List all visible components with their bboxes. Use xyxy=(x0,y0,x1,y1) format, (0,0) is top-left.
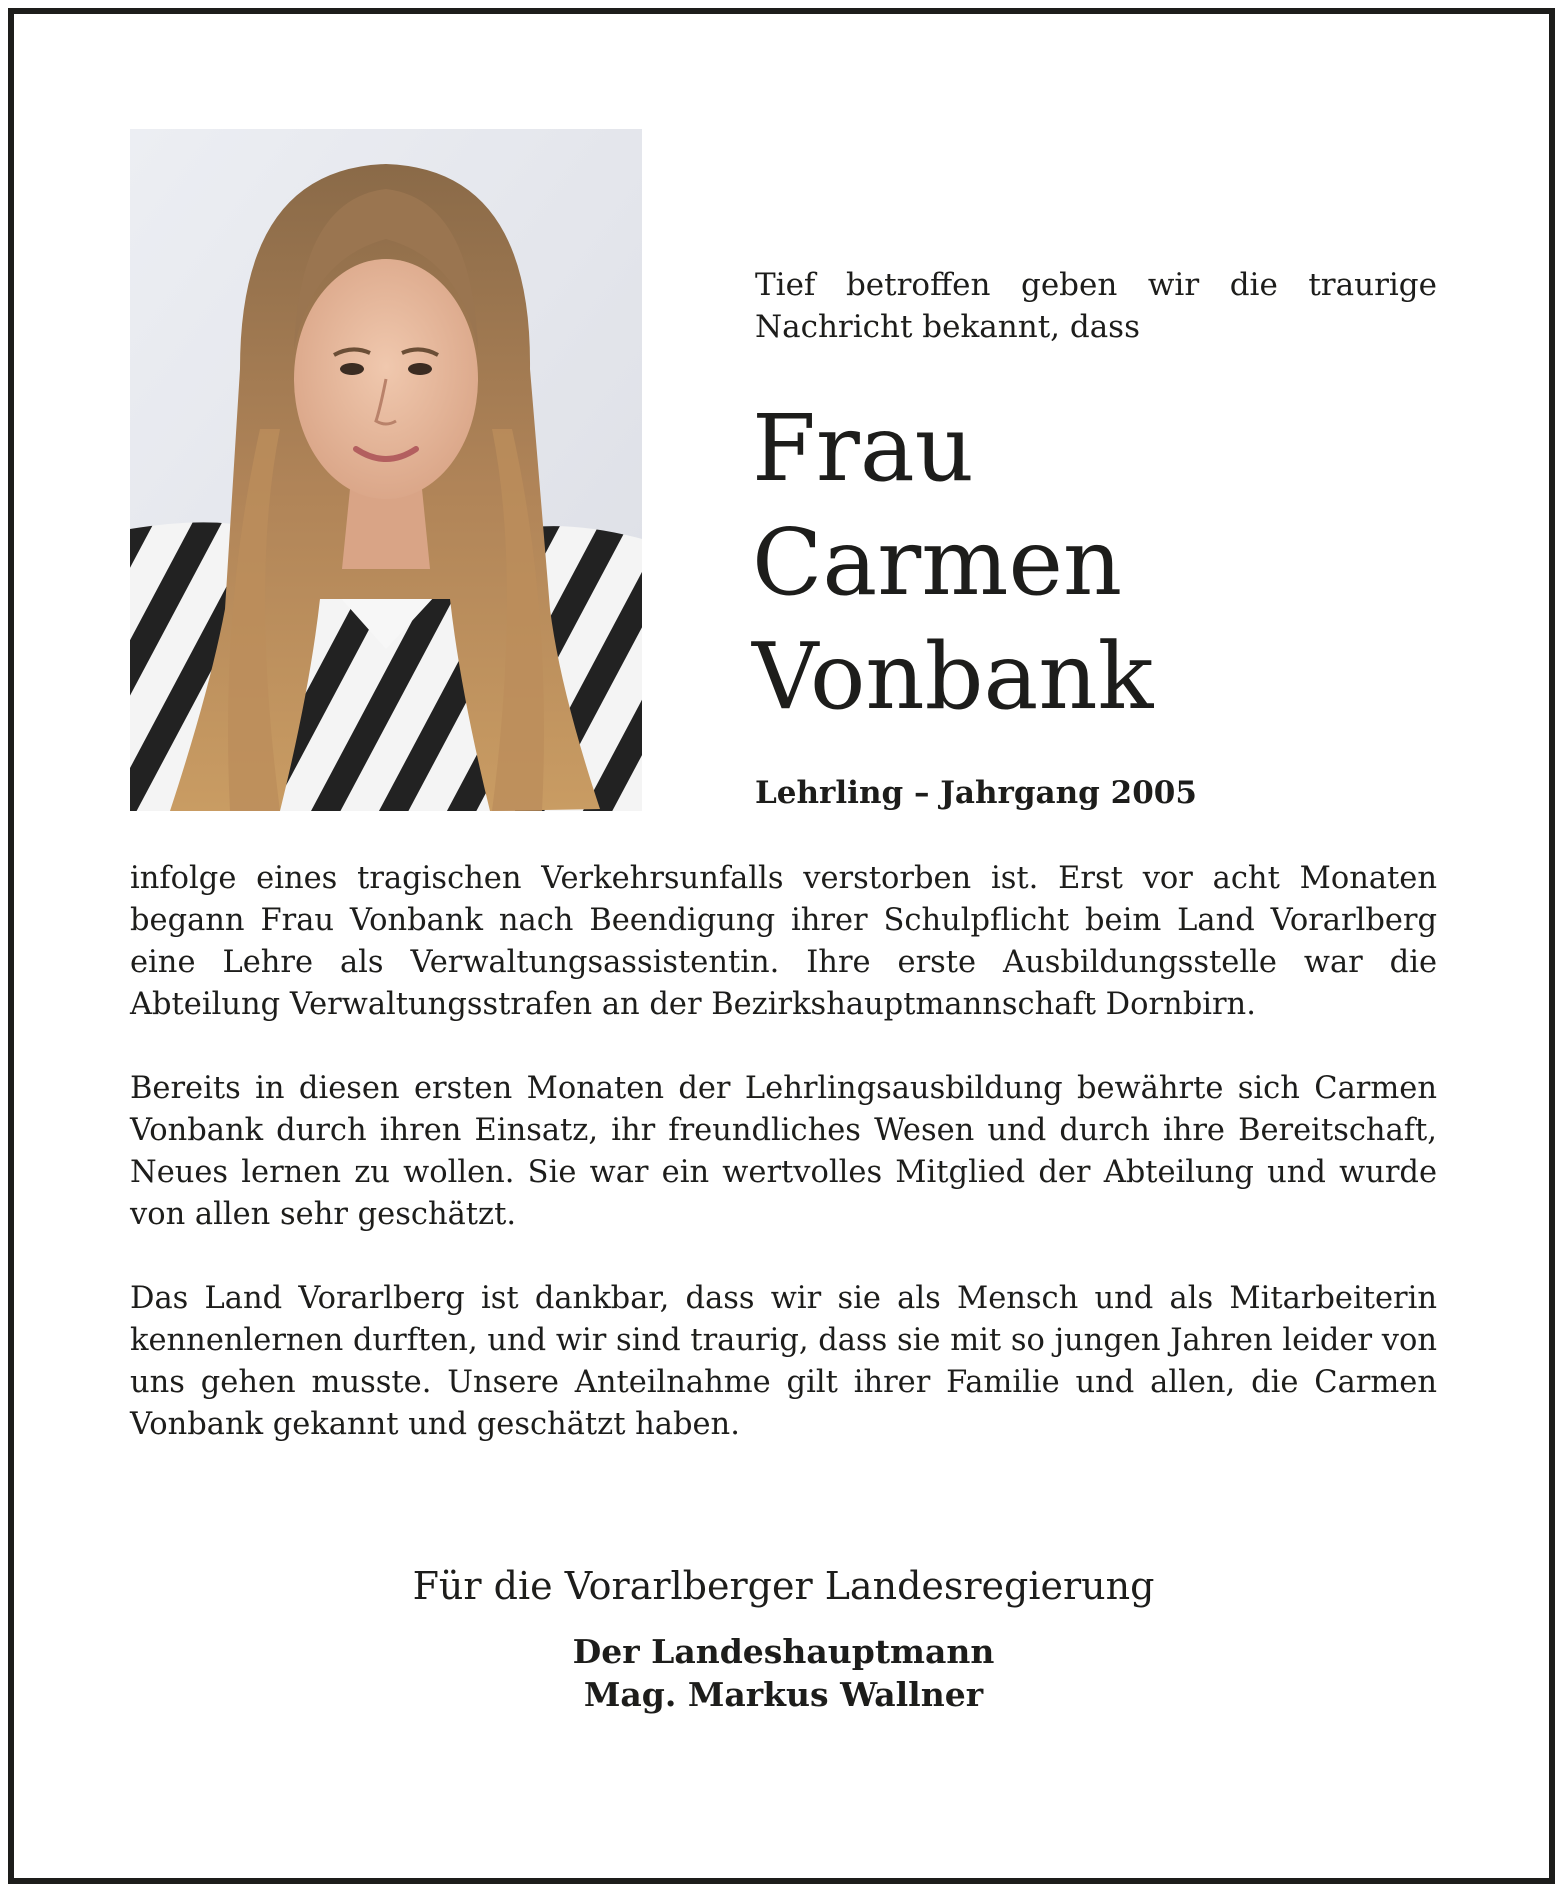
signoff-title: Der Landeshauptmann xyxy=(572,1632,995,1671)
obituary-body xyxy=(130,858,1437,1488)
last-name: Vonbank xyxy=(752,623,1154,730)
salutation: Frau xyxy=(752,395,974,502)
paragraph: infolge eines tragischen Verkehrsunfalls verstorben ist. Erst vor acht Monaten begann Frau Vonbank nach Beendigung ihrer Schulpflicht beim Land Vorarlberg eine Lehre als Verwaltungsassistentin. Ihre erste Ausbildungsstelle war die Abteilung Verwaltungsstrafen an der Bezirkshauptmannschaft Dornbirn. xyxy=(130,861,1437,1022)
paragraph: Bereits in diesen ersten Monaten der Lehrlingsausbildung bewährte sich Carmen Vonbank durch ihren Einsatz, ihr freundliches Wesen und durch ihre Bereitschaft, Neues lernen zu wollen. Sie war ein wertvolles Mitglied der Abteilung und wurde von allen sehr geschätzt. xyxy=(130,1071,1437,1232)
signoff-organization: Für die Vorarlberger Landesregierung xyxy=(412,1564,1155,1608)
role-and-birth-year: Lehrling – Jahrgang 2005 xyxy=(755,775,1197,811)
signoff-block xyxy=(0,1630,1567,1716)
first-name: Carmen xyxy=(752,509,1123,616)
portrait-photo xyxy=(130,129,642,811)
paragraph: Das Land Vorarlberg ist dankbar, dass wir sie als Mensch und als Mitarbeiterin kennenlernen durften, und wir sind traurig, dass sie mit so jungen Jahren leider von uns gehen musste. Unsere Anteilnahme gilt ihrer Familie und allen, die Carmen Vonbank gekannt und geschätzt haben. xyxy=(130,1281,1437,1442)
deceased-name xyxy=(752,392,1452,734)
intro-text: Tief betroffen geben wir die traurige Nachricht bekannt, dass xyxy=(755,267,1437,345)
signoff-signatory: Mag. Markus Wallner xyxy=(583,1675,984,1714)
